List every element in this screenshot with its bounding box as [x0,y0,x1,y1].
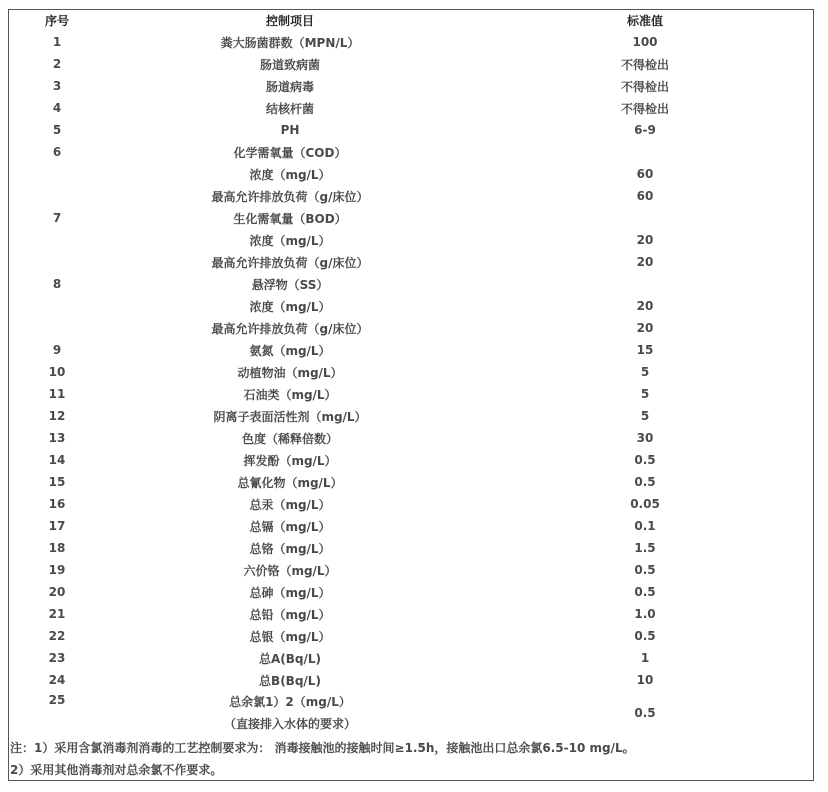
row-control-item: 浓度（mg/L） [249,299,331,314]
row-control-item: 化学需氧量（COD） [233,145,347,160]
table-row [9,251,815,273]
row-control-item: 浓度（mg/L） [249,167,331,182]
table-row-last [9,691,815,735]
table-row [9,119,815,141]
row-number: 5 [52,123,62,137]
row-standard-value: 10 [636,673,654,687]
row-number: 12 [48,409,66,423]
table-row [9,427,815,449]
row-standard-value: 30 [636,431,654,445]
row-standard-value: 不得检出 [620,101,669,116]
row-standard-value: 1.5 [634,541,656,555]
row-control-item: 总B(Bq/L) [259,673,321,688]
row-control-item: 总汞（mg/L） [249,497,331,512]
row-standard-value: 不得检出 [620,57,669,72]
table-row [9,339,815,361]
row-standard-value [475,141,815,163]
row-number: 13 [48,431,66,445]
table-row [9,97,815,119]
row-standard-value: 100 [632,35,658,49]
row-standard-value: 20 [636,299,654,313]
table-row [9,581,815,603]
row-control-item: 六价铬（mg/L） [243,563,337,578]
row-control-item: 总氰化物（mg/L） [237,475,343,490]
row-number [9,295,105,317]
row-number: 9 [52,343,62,357]
row-number [9,163,105,185]
row-standard-value: 5 [640,409,650,423]
last-row-value: 0.5 [634,706,656,720]
last-row-number: 25 [48,693,66,707]
table-row [9,141,815,163]
table-row [9,185,815,207]
table-body [9,31,815,691]
header-serial-number: 序号 [44,14,69,28]
row-standard-value: 1.0 [634,607,656,621]
row-number [9,185,105,207]
row-standard-value: 60 [636,167,654,181]
table-row [9,207,815,229]
row-number: 23 [48,651,66,665]
header-control-item: 控制项目 [265,14,314,28]
row-control-item: 动植物油（mg/L） [237,365,343,380]
table-header-row [9,10,815,31]
row-number: 4 [52,101,62,115]
row-control-item: 总A(Bq/L) [258,651,322,666]
row-number: 2 [52,57,62,71]
row-standard-value: 5 [640,365,650,379]
row-number: 20 [48,585,66,599]
last-row-item-line1: 总余氯1）2（mg/L） [229,695,351,709]
row-standard-value: 20 [636,255,654,269]
row-control-item: 总铅（mg/L） [249,607,331,622]
table-row [9,317,815,339]
table-row [9,383,815,405]
row-control-item: 挥发酚（mg/L） [243,453,337,468]
standards-table [9,10,815,735]
row-standard-value: 不得检出 [620,79,669,94]
table-row [9,273,815,295]
footnotes [9,737,813,781]
row-control-item: 阴离子表面活性剂（mg/L） [213,409,367,424]
row-number: 7 [52,211,62,225]
row-standard-value: 0.5 [634,563,656,577]
table-row [9,559,815,581]
row-control-item: 结核杆菌 [265,101,314,116]
row-number: 21 [48,607,66,621]
row-standard-value: 0.1 [634,519,656,533]
row-standard-value: 6-9 [634,123,656,137]
row-number: 17 [48,519,66,533]
footnote-1: 注：1）采用含氯消毒剂消毒的工艺控制要求为： 消毒接触池的接触时间≥1.5h，接触池出口总余氯6.5-10 mg/L。 [10,741,635,755]
row-control-item: PH [280,123,300,137]
row-control-item: 总银（mg/L） [249,629,331,644]
row-control-item: 总砷（mg/L） [249,585,331,600]
row-control-item: 总镉（mg/L） [249,519,331,534]
row-number: 8 [52,277,62,291]
row-control-item: 石油类（mg/L） [243,387,337,402]
row-control-item: 生化需氧量（BOD） [233,211,347,226]
row-number: 1 [52,35,62,49]
standards-table-frame [8,9,814,781]
row-control-item: 肠道病毒 [265,79,314,94]
table-row [9,471,815,493]
table-row [9,31,815,53]
row-number: 19 [48,563,66,577]
last-row-item-line2: （直接排入水体的要求） [223,717,356,731]
row-standard-value: 1 [640,651,650,665]
table-row [9,295,815,317]
table-row [9,537,815,559]
row-number: 10 [48,365,66,379]
row-number: 15 [48,475,66,489]
row-standard-value [475,207,815,229]
row-number: 14 [48,453,66,467]
table-row [9,603,815,625]
table-row [9,515,815,537]
row-control-item: 最高允许排放负荷（g/床位） [211,255,369,270]
table-row [9,361,815,383]
row-number: 18 [48,541,66,555]
table-row [9,669,815,691]
footnote-2: 2）采用其他消毒剂对总余氯不作要求。 [10,763,223,777]
last-row-item [105,691,475,735]
row-control-item: 总铬（mg/L） [249,541,331,556]
row-standard-value: 0.5 [634,453,656,467]
header-standard-value: 标准值 [626,14,663,28]
row-control-item: 最高允许排放负荷（g/床位） [211,189,369,204]
row-number: 16 [48,497,66,511]
row-standard-value [475,273,815,295]
row-number: 22 [48,629,66,643]
table-row [9,75,815,97]
table-row [9,53,815,75]
row-standard-value: 20 [636,233,654,247]
row-number: 3 [52,79,62,93]
table-row [9,625,815,647]
row-control-item: 氨氮（mg/L） [249,343,331,358]
row-standard-value: 0.5 [634,629,656,643]
row-number [9,317,105,339]
table-row [9,493,815,515]
row-standard-value: 15 [636,343,654,357]
table-row [9,449,815,471]
row-control-item: 色度（稀释倍数） [241,431,338,446]
row-control-item: 粪大肠菌群数（MPN/L） [220,35,360,50]
row-standard-value: 60 [636,189,654,203]
row-number [9,251,105,273]
row-number: 24 [48,673,66,687]
row-control-item: 最高允许排放负荷（g/床位） [211,321,369,336]
row-control-item: 肠道致病菌 [259,57,320,72]
table-row [9,229,815,251]
row-number: 11 [48,387,66,401]
row-standard-value: 0.5 [634,585,656,599]
table-row [9,163,815,185]
row-control-item: 浓度（mg/L） [249,233,331,248]
table-row [9,647,815,669]
row-standard-value: 0.5 [634,475,656,489]
row-standard-value: 5 [640,387,650,401]
row-standard-value: 0.05 [630,497,660,511]
row-standard-value: 20 [636,321,654,335]
table-row [9,405,815,427]
row-control-item: 悬浮物（SS） [251,277,329,292]
row-number [9,229,105,251]
row-number: 6 [52,145,62,159]
